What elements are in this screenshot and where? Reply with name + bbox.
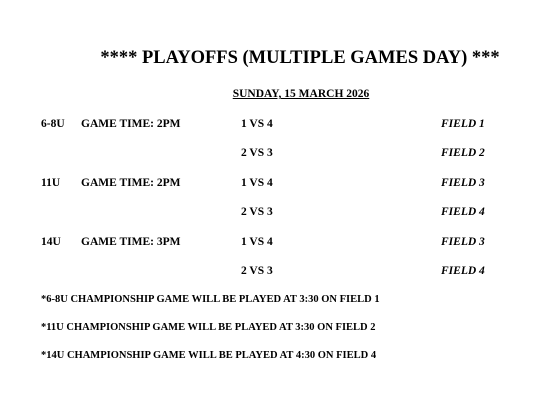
schedule-row [0,265,560,281]
matchup: 2 VS 3 [241,206,273,218]
matchup: 1 VS 4 [241,177,273,189]
age-group: 11U [41,177,61,189]
field-name: FIELD 3 [441,236,485,248]
event-date: SUNDAY, 15 MARCH 2026 [232,88,370,100]
field-name: FIELD 2 [441,147,485,159]
championship-note: *6-8U CHAMPIONSHIP GAME WILL BE PLAYED AT 3:30 ON FIELD 1 [41,294,380,305]
field-name: FIELD 1 [441,118,485,130]
age-group: 14U [41,236,61,248]
matchup: 2 VS 3 [241,147,273,159]
schedule-row [0,236,560,252]
age-group: 6-8U [41,118,65,130]
matchup: 2 VS 3 [241,265,273,277]
field-name: FIELD 4 [441,265,485,277]
game-time: GAME TIME: 3PM [81,236,181,248]
schedule-row [0,118,560,134]
championship-note: *14U CHAMPIONSHIP GAME WILL BE PLAYED AT 4:30 ON FIELD 4 [41,350,377,361]
schedule-row [0,177,560,193]
game-time: GAME TIME: 2PM [81,118,181,130]
field-name: FIELD 4 [441,206,485,218]
page-title: **** PLAYOFFS (MULTIPLE GAMES DAY) *** [100,48,500,68]
championship-note: *11U CHAMPIONSHIP GAME WILL BE PLAYED AT 3:30 ON FIELD 2 [41,322,376,333]
matchup: 1 VS 4 [241,236,273,248]
matchup: 1 VS 4 [241,118,273,130]
schedule-row [0,147,560,163]
schedule-row [0,206,560,222]
field-name: FIELD 3 [441,177,485,189]
game-time: GAME TIME: 2PM [81,177,181,189]
